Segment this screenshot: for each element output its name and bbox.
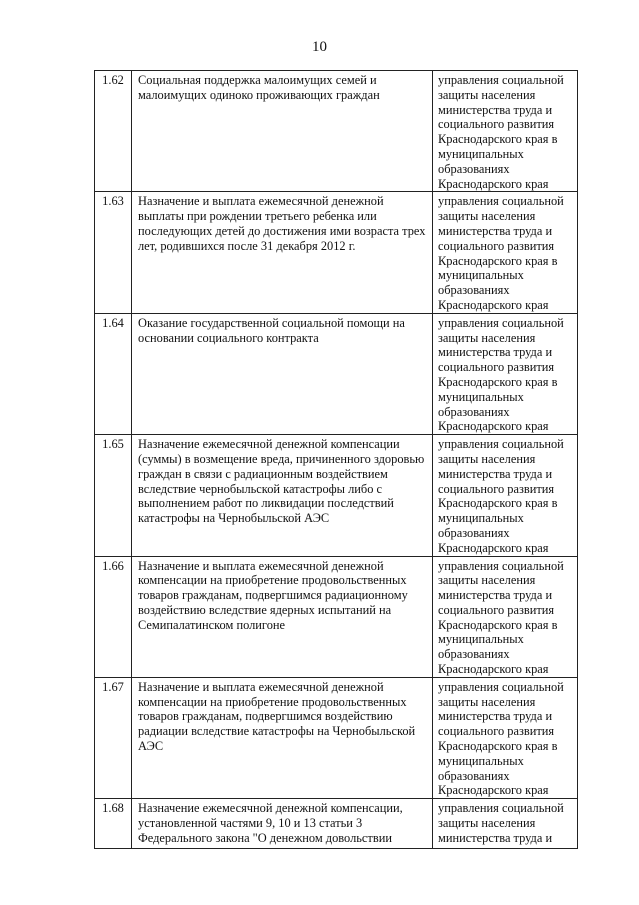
service-name-cell [132,799,433,849]
table-row [95,192,578,313]
table-row [95,556,578,677]
row-number: 1.65 [95,435,132,556]
table-row [95,677,578,798]
service-name-cell [132,556,433,677]
responsible-org-cell [433,799,578,849]
table-row [95,313,578,434]
service-name: Назначение и выплата ежемесячной денежной компенсации на приобретение продовольственных товаров гражданам, подвергшимся воздействию радиации вследствие катастрофы на Чернобыльской АЭС [138,679,416,754]
responsible-org: управления социальной защиты населения министерства труда и социального развития Краснодарского края в муниципальных образованиях Краснодарского края [438,315,564,434]
service-name-cell [132,677,433,798]
service-name: Назначение ежемесячной денежной компенсации, установленной частями 9, 10 и 13 статьи 3 Федерального закона "О денежном довольствии [138,801,403,845]
services-table [94,70,578,849]
row-number: 1.63 [95,192,132,313]
service-name-cell [132,192,433,313]
responsible-org: управления социальной защиты населения министерства труда и социального развития Краснодарского края в муниципальных образованиях Краснодарского края [438,679,564,798]
service-name: Назначение и выплата ежемесячной денежной компенсации на приобретение продовольственных товаров гражданам, подвергшимся радиационному воздействию вследствие ядерных испытаний на Семипалатинском полигоне [138,558,408,632]
page-number: 10 [312,39,327,55]
service-name: Социальная поддержка малоимущих семей и малоимущих одиноко проживающих граждан [138,73,380,102]
table-row [95,71,578,192]
responsible-org-cell [433,677,578,798]
service-name-cell [132,435,433,556]
responsible-org: управления социальной защиты населения министерства труда и социального развития Краснодарского края в муниципальных образованиях Краснодарского края [438,194,564,312]
responsible-org: управления социальной защиты населения министерства труда и социального развития Краснодарского края в муниципальных образованиях Краснодарского края [438,73,564,191]
responsible-org: управления социальной защиты населения министерства труда и социального развития Краснодарского края в муниципальных образованиях Краснодарского края [438,437,564,555]
service-name: Оказание государственной социальной помощи на основании социального контракта [138,315,405,345]
responsible-org-cell [433,192,578,313]
row-number: 1.68 [95,799,132,849]
row-number: 1.66 [95,556,132,677]
table-row [95,435,578,556]
table-row [95,799,578,849]
responsible-org: управления социальной защиты населения министерства труда и социального развития Краснодарского края в муниципальных образованиях Краснодарского края [438,558,564,677]
row-number: 1.64 [95,313,132,434]
responsible-org-cell [433,435,578,556]
row-number: 1.62 [95,71,132,192]
service-name: Назначение и выплата ежемесячной денежной выплаты при рождении третьего ребенка или последующих детей до достижения ими возраста трех лет, родившихся после 31 декабря 2012 г. [138,194,426,253]
service-name-cell [132,313,433,434]
responsible-org-cell [433,71,578,192]
service-name-cell [132,71,433,192]
service-name: Назначение ежемесячной денежной компенсации (суммы) в возмещение вреда, причиненного здоровью граждан в связи с радиационным воздействием вследствие чернобыльской катастрофы либо с выполнением работ по ликвидации последствий катастрофы на Чернобыльской АЭС [138,437,425,526]
row-number: 1.67 [95,677,132,798]
responsible-org: управления социальной защиты населения министерства труда и [438,801,564,845]
responsible-org-cell [433,556,578,677]
responsible-org-cell [433,313,578,434]
